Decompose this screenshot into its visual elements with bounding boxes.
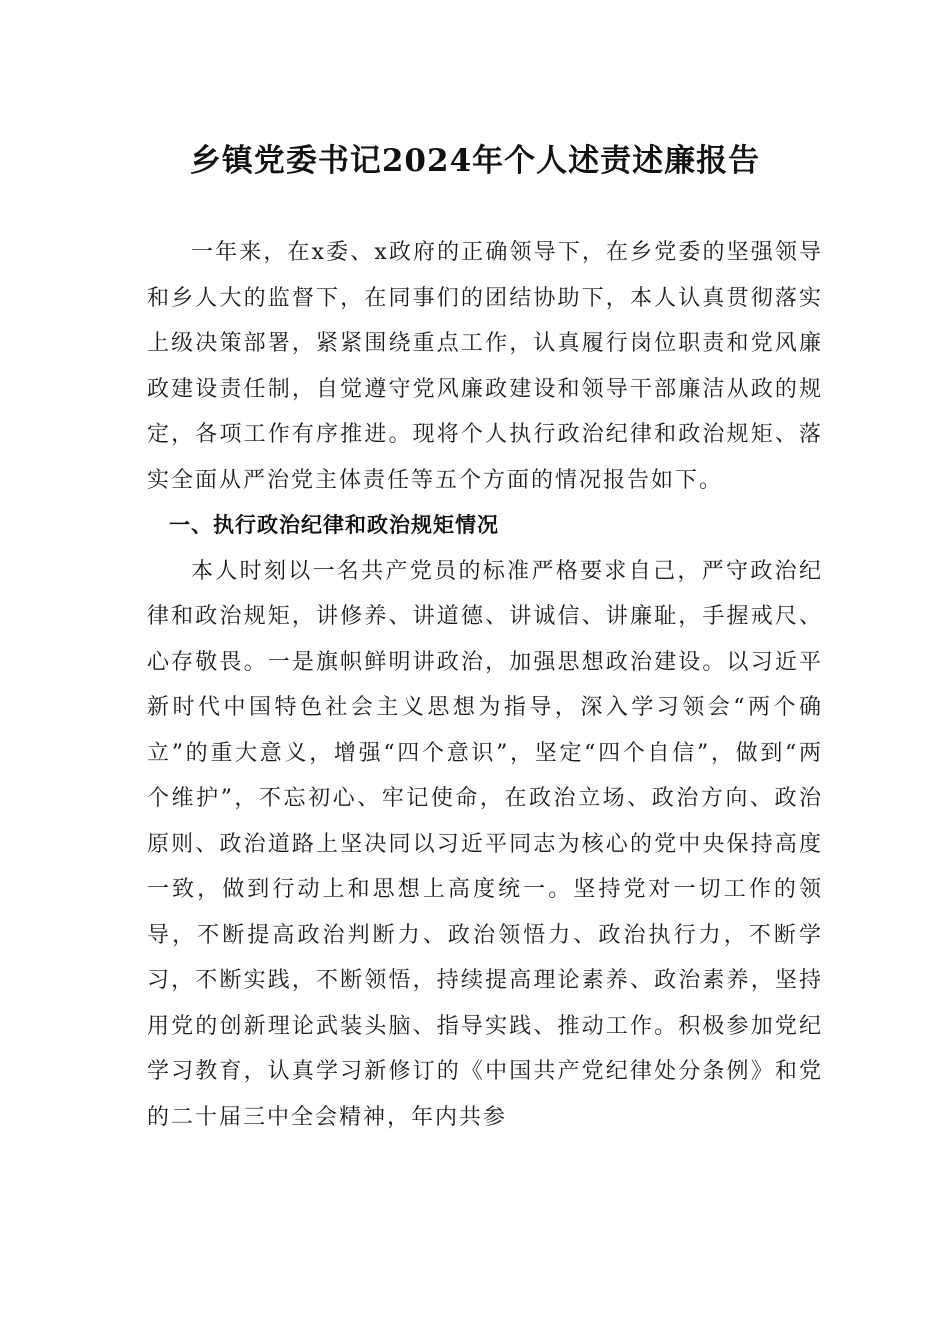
document-title: 乡镇党委书记2024年个人述责述廉报告 <box>189 143 761 179</box>
section-paragraph: 本人时刻以一名共产党员的标准严格要求自己，严守政治纪律和政治规矩，讲修养、讲道德、讲诚信、讲廉耻，手握戒尺、心存敬畏。一是旗帜鲜明讲政治，加强思想政治建设。以习近平新时代中国特色社会主义思想为指导，深入学习领会“两个确立”的重大意义，增强“四个意识”，坚定“四个自信”，做到“两个维护”，不忘初心、牢记使命，在政治立场、政治方向、政治原则、政治道路上坚决同以习近平同志为核心的党中央保持高度一致，做到行动上和思想上高度统一。坚持党对一切工作的领导，不断提高政治判断力、政治领悟力、政治执行力，不断学习，不断实践，不断领悟，持续提高理论素养、政治素养，坚持用党的创新理论武装头脑、指导实践、推动工作。积极参加党纪学习教育，认真学习新修订的《中国共产党纪律处分条例》和党的二十届三中全会精神，年内共参 <box>147 558 823 1130</box>
section-heading: 一、执行政治纪律和政治规矩情况 <box>169 513 499 537</box>
document-body <box>147 230 823 1140</box>
intro-paragraph: 一年来，在x委、x政府的正确领导下，在乡党委的坚强领导和乡人大的监督下，在同事们的团结协助下，本人认真贯彻落实上级决策部署，紧紧围绕重点工作，认真履行岗位职责和党风廉政建设责任制，自觉遵守党风廉政建设和领导干部廉洁从政的规定，各项工作有序推进。现将个人执行政治纪律和政治规矩、落实全面从严治党主体责任等五个方面的情况报告如下。 <box>147 240 823 493</box>
